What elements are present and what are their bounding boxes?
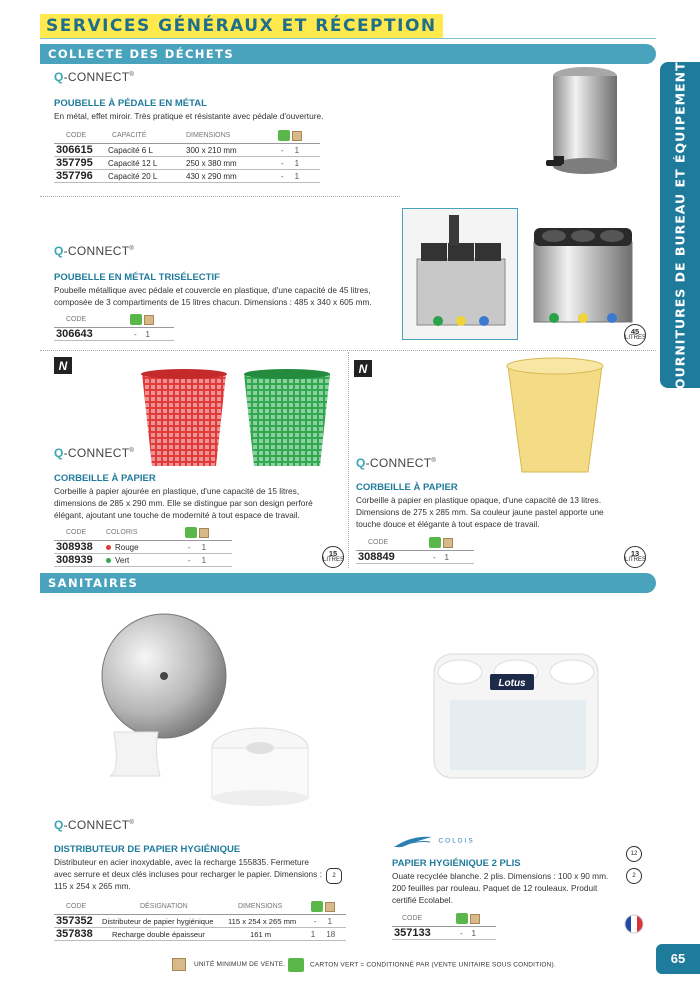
section-bar-sanitaires: [40, 573, 656, 593]
product-table: [54, 901, 346, 941]
pack-brand-text: Lotus: [498, 678, 526, 689]
green-carton-icon: [185, 527, 197, 538]
product-description: Corbeille à papier ajourée en plastique, d'une capacité de 15 litres, dimensions de 285 x 290 mm. Elle se distingue par son design perforé élégant, ajoutant une touche de modernité à tout espace de travail.: [54, 486, 313, 520]
product-table: [54, 527, 232, 567]
product-title: DISTRIBUTEUR DE PAPIER HYGIÉNIQUE: [54, 844, 241, 855]
coldis-logo: COLDIS: [392, 832, 475, 850]
col-code: CODE: [54, 130, 104, 144]
green-carton-icon: [311, 901, 323, 912]
triselectif-photo-closed: [528, 214, 640, 334]
brand-logo: Q-CONNECT®: [54, 70, 135, 84]
green-carton-icon: [288, 958, 304, 972]
side-tab: [660, 51, 700, 399]
table-row: 357796 Capacité 20 L 430 x 290 mm - 1: [54, 170, 320, 183]
product-title: POUBELLE À PÉDALE EN MÉTAL: [54, 98, 207, 109]
col-code: CODE: [392, 913, 440, 927]
new-badge: N: [354, 360, 372, 377]
table-row: 357795 Capacité 12 L 250 x 380 mm - 1: [54, 157, 320, 170]
brand-logo: Q-CONNECT®: [54, 446, 135, 460]
col-code: CODE: [356, 537, 408, 551]
coldis-swoosh-icon: [392, 833, 434, 849]
product-description: Poubelle métallique avec pédale et couvercle en plastique, d'une capacité de 45 litres, composée de 3 compartiments de 15 litres chacun. Dimensions : 485 x 340 x 605 mm.: [54, 285, 372, 307]
product-table: [392, 913, 496, 940]
brand-logo: Q-CONNECT®: [54, 818, 135, 832]
waste-baskets-image: [138, 366, 338, 470]
product-description: Ouate recyclée blanche. 2 plis. Dimensions : 100 x 90 mm. 200 feuilles par rouleau. Paquet de 12 rouleaux. Produit certifié Ecolabel.: [392, 871, 609, 905]
product-description: Corbeille à papier en plastique opaque, d'une capacité de 13 litres. Dimensions de 275 x 285 mm. Sa couleur jaune pastel apporte une touche douce et élégante à tout espace de travail.: [356, 495, 604, 529]
yellow-basket-image: [500, 354, 610, 476]
brand-logo: Q-CONNECT®: [356, 456, 437, 470]
capacity-badge: 45 LITRES: [624, 324, 646, 346]
carton-icon: [325, 902, 335, 912]
page-number: 65: [656, 944, 700, 974]
green-carton-icon: [278, 130, 290, 141]
dispenser-image: [80, 612, 320, 812]
footer-carton-note: CARTON VERT = CONDITIONNÉ PAR (VENTE UNITAIRE SOUS CONDITION).: [288, 958, 556, 972]
table-row: 306615 Capacité 6 L 300 x 210 mm - 1: [54, 144, 320, 157]
table-row: 357352 Distributeur de papier hygiénique 115 x 254 x 265 mm - 1: [54, 915, 346, 928]
new-badge: N: [54, 357, 72, 374]
title-rule: [40, 38, 656, 39]
divider: [40, 196, 400, 197]
col-designation: DÉSIGNATION: [100, 901, 226, 915]
carton-icon: [292, 131, 302, 141]
ply-badge: 2: [326, 868, 342, 884]
capacity-badge: 15 LITRES: [322, 546, 344, 568]
product-table: [356, 537, 474, 564]
product-description: Distributeur en acier inoxydable, avec la recharge 155835. Fermeture avec serrure et deux clés incluses pour recharger le papier. Dimensions : 115 x 254 x 265 mm.: [54, 857, 322, 891]
rolls-badge: 12: [626, 846, 642, 862]
red-swatch-icon: [106, 545, 111, 550]
table-row: 357838 Recharge double épaisseur 161 m 1 18: [54, 928, 346, 941]
col-dimensions: DIMENSIONS: [184, 130, 260, 144]
page-title: SERVICES GÉNÉRAUX ET RÉCEPTION: [40, 14, 443, 38]
table-row: 308938 Rouge - 1: [54, 541, 232, 554]
product-title: CORBEILLE À PAPIER: [54, 473, 156, 484]
table-row: 308849 - 1: [356, 551, 474, 564]
green-swatch-icon: [106, 558, 111, 563]
col-capacite: CAPACITÉ: [104, 130, 184, 144]
section-title-sanitaires: SANITAIRES: [48, 576, 139, 590]
side-tab-label: FOURNITURES DE BUREAU ET ÉQUIPEMENTS: [672, 51, 688, 399]
product-title: PAPIER HYGIÉNIQUE 2 PLIS: [392, 858, 521, 869]
capacity-badge: 13 LITRES: [624, 546, 646, 568]
green-carton-icon: [429, 537, 441, 548]
brand-logo: Q-CONNECT®: [54, 244, 135, 258]
divider: [348, 352, 349, 568]
col-dimensions: DIMENSIONS: [226, 901, 300, 915]
product-description: En métal, effet miroir. Très pratique et résistante avec pédale d'ouverture.: [54, 111, 324, 121]
toilet-paper-pack-image: [430, 650, 602, 782]
section-title-dechets: COLLECTE DES DÉCHETS: [48, 47, 235, 61]
green-carton-icon: [456, 913, 468, 924]
product-table: [54, 314, 174, 341]
table-row: 357133 - 1: [392, 927, 496, 940]
pedal-bin-image: [540, 58, 630, 198]
carton-icon: [144, 315, 154, 325]
col-code: CODE: [54, 314, 110, 328]
carton-icon: [199, 528, 209, 538]
french-flag-icon: [624, 914, 644, 934]
divider: [40, 350, 656, 351]
carton-icon: [470, 914, 480, 924]
product-title: CORBEILLE À PAPIER: [356, 482, 458, 493]
col-coloris: COLORIS: [104, 527, 162, 541]
product-title: POUBELLE EN MÉTAL TRISÉLECTIF: [54, 272, 220, 283]
triselectif-photo-open: [402, 208, 518, 340]
col-code: CODE: [54, 901, 100, 915]
green-carton-icon: [130, 314, 142, 325]
footer-unit-note: UNITÉ MINIMUM DE VENTE.: [170, 958, 285, 971]
table-row: 306643 - 1: [54, 328, 174, 341]
carton-icon: [172, 958, 186, 971]
col-code: CODE: [54, 527, 104, 541]
ply-badge: 2: [626, 868, 642, 884]
table-row: 308939 Vert - 1: [54, 554, 232, 567]
product-table: [54, 130, 320, 183]
carton-icon: [443, 538, 453, 548]
